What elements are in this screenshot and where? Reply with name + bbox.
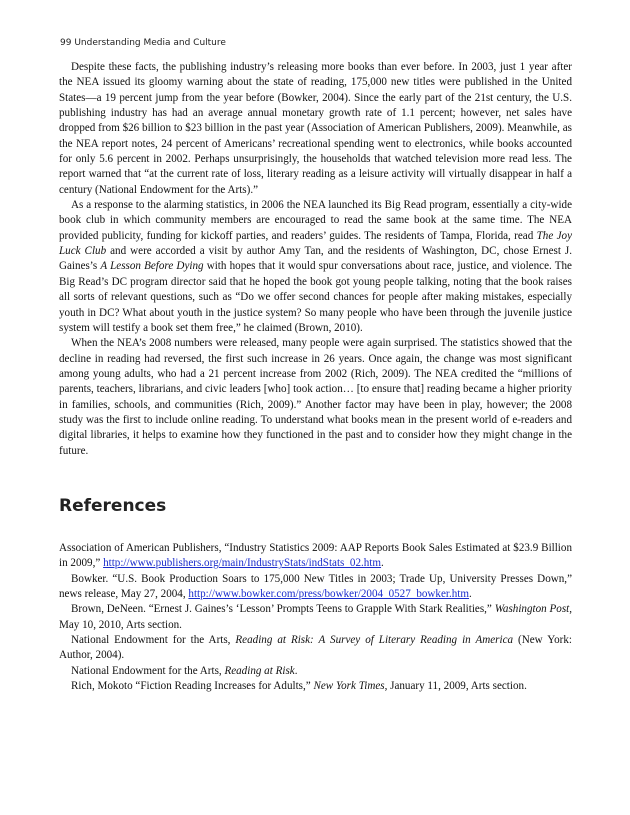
book-title-joy-luck-club: The Joy Luck Club [59, 229, 572, 258]
running-head: 99 Understanding Media and Culture [60, 38, 226, 48]
paragraph-1: Despite these facts, the publishing industry’s releasing more books than ever before. In 2003, just 1 year after the NEA issued its gloomy warning about the state of reading, 175,000 new titles were published in the United States—a 19 percent jump from the year before (Bowker, 2004). Since the early part of the 21st century, the U.S. publishing industry has had an average annual monetary growth rate of 1.1 percent; however, net sales have dropped from $26 billion to $23 billion in the past year (Association of American Publishers, 2009). Meanwhile, as the NEA report notes, 24 percent of Americans’ recreational spending went to electronics, while books accounted for only 5.6 percent in 2002. Perhaps unsurprisingly, the households that watched television more read less. The report warned that “at the current rate of loss, literary reading as a leisure activity will virtually disappear in half a century (National Endowment for the Arts).” [59, 61, 572, 196]
reference-6-title: New York Times [313, 680, 385, 693]
reference-3-text: Brown, DeNeen. “Ernest J. Gaines’s ‘Lesson’ Prompts Teens to Grapple With Stark Realities,” [71, 603, 495, 616]
reference-2-end: . [469, 588, 472, 601]
reference-3-title: Washington Post [494, 603, 570, 616]
paragraph-2 [59, 198, 572, 336]
reference-3-end: , May 10, 2010, Arts section. [59, 603, 573, 631]
reference-1-text: Association of American Publishers, “Industry Statistics 2009: AAP Reports Book Sales Estimated at $23.9 Billion in 2009,” [59, 542, 572, 570]
reference-5-text: National Endowment for the Arts, [71, 664, 225, 677]
book-title-lesson-before-dying: A Lesson Before Dying [100, 260, 204, 273]
reference-4-end: (New York: Author, 2004). [59, 634, 572, 662]
paragraph-2-part-b: and were accorded a visit by author Amy Tan, and the residents of Washington, DC, chose Ernest J. Gaines’s [59, 245, 573, 273]
reference-2-text: Bowker. “U.S. Book Production Soars to 175,000 New Titles in 2003; Trade Up, University Presses Down,” news release, May 27, 2004, [59, 572, 572, 601]
reference-5-end: . [294, 664, 298, 677]
reference-4 [59, 633, 572, 664]
reference-3 [59, 602, 572, 633]
reference-2 [59, 572, 572, 603]
paragraph-3: When the NEA’s 2008 numbers were released, many people were again surprised. The statistics showed that the decline in reading had reversed, the first such increase in 26 years. Once again, the change was most significant among young adults, who had a 21 percent increase from 2002 (Rich, 2009). The NEA credited the “millions of parents, teachers, librarians, and civic leaders [who] took action… [to ensure that] reading became a higher priority in families, schools, and communities (Rich, 2009).” Another factor may have been in play, however; the 2008 study was the first to include online reading. To understand what books mean in the present world of e-readers and digital libraries, it helps to examine how they functioned in the past and to consider how they might change in the future. [59, 337, 572, 457]
reference-5 [59, 664, 572, 679]
reference-1-link[interactable]: http://www.publishers.org/main/IndustryStats/indStats_02.htm [103, 557, 382, 570]
body-text [59, 60, 572, 459]
references-heading: References [59, 496, 167, 516]
reference-6-end: , January 11, 2009, Arts section. [384, 680, 527, 693]
reference-4-text: National Endowment for the Arts, [71, 634, 236, 647]
reference-6-text: Rich, Mokoto “Fiction Reading Increases for Adults,” [71, 680, 314, 693]
reference-6 [59, 679, 572, 694]
reference-5-title: Reading at Risk [224, 664, 295, 677]
reference-1-end: . [381, 557, 384, 570]
paragraph-2-part-a: As a response to the alarming statistics, in 2006 the NEA launched its Big Read program, essentially a city-wide book club in which community members are encouraged to read the same book at the same time. The NEA provided publicity, funding for kickoff parties, and readers’ guides. The residents of Tampa, Florida, read [59, 199, 572, 242]
paragraph-2-part-c: with hopes that it would spur conversations about race, justice, and violence. The Big Read’s DC program director said that he hoped the book got young people talking, noting that the book raises all sorts of relevant questions, such as “Do we offer second chances for people after making mistakes, especially youth in DC? What about youth in the justice system? So many people who have been through the juvenile justice system will testify a book set them free,” he claimed (Brown, 2010). [59, 260, 572, 334]
references-list [59, 541, 572, 694]
reference-2-link[interactable]: http://www.bowker.com/press/bowker/2004_0527_bowker.htm [188, 588, 470, 601]
reference-1 [59, 541, 572, 572]
reference-4-title: Reading at Risk: A Survey of Literary Reading in America [235, 634, 514, 647]
